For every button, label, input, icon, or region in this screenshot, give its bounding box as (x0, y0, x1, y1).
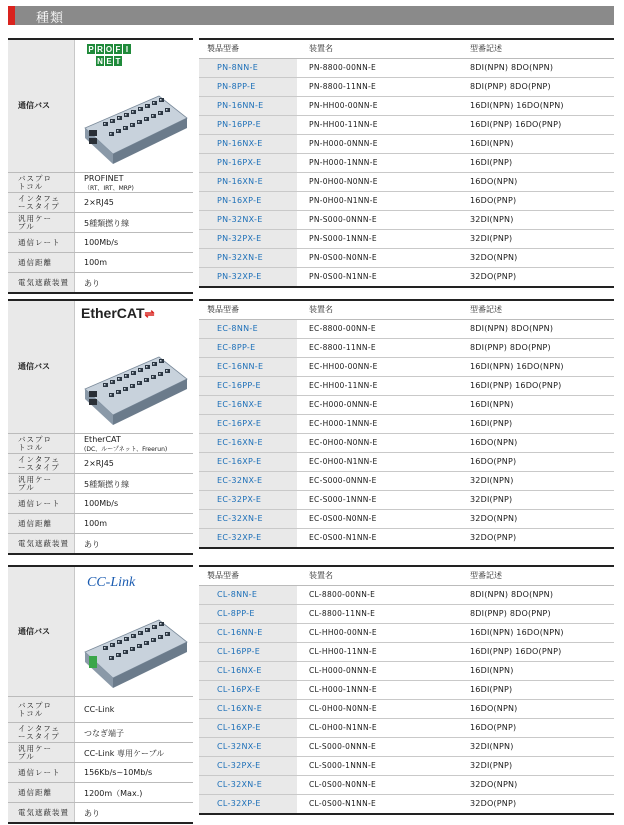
spec-row-rate (8, 233, 193, 253)
model-number: PN-16NX-E (217, 139, 263, 148)
header-title: 種類 (36, 11, 65, 26)
spec-label-distance: 通信距離 (18, 257, 52, 267)
model-number: CL-8PP-E (217, 609, 255, 618)
device-name: CL-S000-0NNN-E (309, 742, 377, 751)
table-row (199, 230, 614, 249)
spec-row-rate (8, 763, 193, 783)
device-name: PN-8800-00NN-E (309, 63, 377, 72)
device-name: CL-H000-0NNN-E (309, 666, 377, 675)
model-number: CL-16PP-E (217, 647, 261, 656)
model-cell (199, 249, 297, 267)
model-cell (199, 116, 297, 134)
device-name: EC-HH00-11NN-E (309, 381, 378, 390)
model-number: PN-32XP-E (217, 272, 262, 281)
column-header-spec: 型番記述 (470, 305, 502, 314)
table-row (199, 529, 614, 549)
model-description: 32DI(PNP) (470, 234, 513, 243)
device-name: PN-0H00-N0NN-E (309, 177, 378, 186)
model-cell (199, 776, 297, 794)
comm-bus-image-cell (75, 567, 193, 696)
table-row (199, 491, 614, 510)
table-row (199, 78, 614, 97)
profinet-logo (87, 44, 147, 74)
table-row (199, 776, 614, 795)
model-number: PN-32PX-E (217, 234, 262, 243)
spec-row-interface (8, 193, 193, 213)
model-cell (199, 795, 297, 813)
column-header-spec: 型番記述 (470, 571, 502, 580)
ethercat-logo: EtherCAT⇌ (81, 305, 155, 321)
device-name: PN-0H00-N1NN-E (309, 196, 378, 205)
device-name: CL-HH00-00NN-E (309, 628, 377, 637)
spec-label-cable: 汎用ケー ブル (18, 474, 52, 492)
model-description: 16DO(NPN) (470, 177, 518, 186)
model-description: 16DI(PNP) 16DO(PNP) (470, 647, 562, 656)
model-cell (199, 491, 297, 509)
model-number: EC-16XN-E (217, 438, 263, 447)
model-number: EC-16NX-E (217, 400, 263, 409)
model-description: 8DI(NPN) 8DO(NPN) (470, 324, 554, 333)
model-description: 32DO(NPN) (470, 253, 518, 262)
spec-panel (8, 565, 193, 817)
spec-row-interface (8, 454, 193, 474)
model-cell (199, 510, 297, 528)
column-header-model: 製品型番 (207, 44, 239, 53)
table-row (199, 377, 614, 396)
spec-value-interface: 2×RJ45 (84, 197, 114, 207)
device-name: PN-0S00-N0NN-E (309, 253, 377, 262)
spec-row-cable (8, 743, 193, 763)
model-number: CL-32XN-E (217, 780, 263, 789)
spec-value-shield: あり (84, 539, 100, 549)
spec-panel (8, 38, 193, 288)
spec-label-shield: 電気遮蔽装置 (18, 807, 69, 817)
model-number: PN-8NN-E (217, 63, 259, 72)
table-row (199, 339, 614, 358)
table-row (199, 757, 614, 776)
model-description: 16DI(NPN) (470, 139, 514, 148)
product-section (8, 38, 614, 288)
spec-label-interface: インタフェ ースタイプ (18, 454, 60, 472)
table-row (199, 662, 614, 681)
model-description: 8DI(NPN) 8DO(NPN) (470, 63, 554, 72)
device-name: EC-S000-1NNN-E (309, 495, 377, 504)
model-description: 16DI(NPN) 16DO(NPN) (470, 628, 564, 637)
device-name: PN-0S00-N1NN-E (309, 272, 377, 281)
comm-bus-image-cell (75, 40, 193, 172)
spec-value-protocol-sub: (DC、ループネット、Freerun) (84, 446, 168, 453)
spec-value-cable: 5種類撚り線 (84, 479, 130, 489)
spec-value-protocol: CC-Link (84, 704, 115, 714)
model-cell (199, 700, 297, 718)
spec-label-protocol: バスプロ トコル (18, 173, 52, 191)
column-header-model: 製品型番 (207, 571, 239, 580)
model-cell (199, 605, 297, 623)
model-description: 16DO(PNP) (470, 457, 517, 466)
spec-row-shield (8, 803, 193, 824)
table-row (199, 211, 614, 230)
table-row (199, 472, 614, 491)
device-name: EC-HH00-00NN-E (309, 362, 378, 371)
device-name: CL-0H00-N0NN-E (309, 704, 377, 713)
svg-text:E: E (106, 57, 112, 66)
device-name: EC-8800-11NN-E (309, 343, 376, 352)
model-cell (199, 59, 297, 77)
comm-bus-row (8, 38, 193, 173)
spec-row-cable (8, 474, 193, 494)
model-cell (199, 586, 297, 604)
model-description: 8DI(PNP) 8DO(PNP) (470, 82, 551, 91)
spec-label-protocol: バスプロ トコル (18, 700, 52, 718)
table-row (199, 643, 614, 662)
svg-text:I: I (125, 45, 129, 54)
comm-bus-label: 通信バス (18, 362, 50, 371)
model-cell (199, 757, 297, 775)
model-description: 16DO(PNP) (470, 196, 517, 205)
table-row (199, 681, 614, 700)
table-row (199, 624, 614, 643)
spec-value-rate: 100Mb/s (84, 498, 119, 508)
spec-row-distance (8, 514, 193, 534)
spec-value-rate: 156Kb/s~10Mb/s (84, 767, 153, 777)
model-cell (199, 230, 297, 248)
spec-value-cable: 5種類撚り線 (84, 218, 130, 228)
spec-row-protocol (8, 173, 193, 193)
device-name: PN-S000-0NNN-E (309, 215, 377, 224)
spec-row-distance (8, 783, 193, 803)
model-cell (199, 738, 297, 756)
device-name: CL-0H00-N1NN-E (309, 723, 377, 732)
model-cell (199, 268, 297, 286)
table-row (199, 700, 614, 719)
table-row (199, 154, 614, 173)
model-number: EC-32XN-E (217, 514, 263, 523)
comm-bus-label-cell (8, 301, 75, 433)
table-row (199, 135, 614, 154)
model-cell (199, 434, 297, 452)
comm-bus-image-cell (75, 301, 193, 433)
table-row (199, 173, 614, 192)
table-row (199, 249, 614, 268)
spec-value-protocol-sub: （RT、IRT、MRP) (84, 185, 134, 192)
model-cell (199, 135, 297, 153)
model-description: 16DI(PNP) 16DO(PNP) (470, 120, 562, 129)
model-cell (199, 358, 297, 376)
model-description: 32DI(NPN) (470, 476, 514, 485)
table-row (199, 268, 614, 288)
model-description: 16DO(NPN) (470, 438, 518, 447)
model-number: PN-16PX-E (217, 158, 262, 167)
spec-value-distance: 1200m（Max.) (84, 788, 143, 798)
profinet-logo-graphic (87, 44, 147, 70)
column-header-device: 装置名 (309, 44, 333, 53)
model-cell (199, 624, 297, 642)
model-number: EC-32PX-E (217, 495, 262, 504)
section-header (8, 6, 614, 25)
model-description: 16DO(PNP) (470, 723, 517, 732)
model-number: CL-16PX-E (217, 685, 261, 694)
model-number: EC-16XP-E (217, 457, 262, 466)
spec-row-protocol (8, 434, 193, 454)
model-cell (199, 78, 297, 96)
model-description: 16DI(PNP) (470, 419, 513, 428)
spec-row-distance (8, 253, 193, 273)
device-name: EC-H000-0NNN-E (309, 400, 378, 409)
spec-value-shield: あり (84, 808, 100, 818)
table-header (199, 38, 614, 59)
io-module-image (79, 349, 191, 429)
model-cell (199, 97, 297, 115)
model-number: CL-32PX-E (217, 761, 261, 770)
model-description: 32DO(PNP) (470, 799, 517, 808)
model-description: 8DI(NPN) 8DO(NPN) (470, 590, 554, 599)
model-cell (199, 681, 297, 699)
device-name: PN-8800-11NN-E (309, 82, 377, 91)
spec-value-cable: CC-Link 専用ケーブル (84, 748, 165, 758)
column-header-model: 製品型番 (207, 305, 239, 314)
spec-label-rate: 通信レート (18, 237, 61, 247)
device-name: EC-0S00-N0NN-E (309, 514, 377, 523)
table-row (199, 415, 614, 434)
spec-value-distance: 100m (84, 257, 108, 267)
spec-label-interface: インタフェ ースタイプ (18, 193, 60, 211)
comm-bus-label: 通信バス (18, 101, 50, 110)
spec-value-interface: 2×RJ45 (84, 458, 114, 468)
device-name: EC-0H00-N0NN-E (309, 438, 378, 447)
model-cell (199, 529, 297, 547)
model-description: 32DO(NPN) (470, 780, 518, 789)
model-table (199, 565, 614, 817)
comm-bus-label-cell (8, 567, 75, 696)
spec-label-rate: 通信レート (18, 498, 61, 508)
spec-value-protocol: EtherCAT (DC、ループネット、Freerun) (84, 435, 168, 453)
column-header-device: 装置名 (309, 305, 333, 314)
spec-value-protocol: PROFINET （RT、IRT、MRP) (84, 174, 134, 192)
column-header-device: 装置名 (309, 571, 333, 580)
model-number: EC-8NN-E (217, 324, 258, 333)
column-header-spec: 型番記述 (470, 44, 502, 53)
model-table (199, 299, 614, 550)
header-accent-mark (8, 6, 15, 25)
comm-bus-row (8, 299, 193, 434)
spec-label-shield: 電気遮蔽装置 (18, 277, 69, 287)
model-description: 16DO(NPN) (470, 704, 518, 713)
model-number: PN-16XP-E (217, 196, 262, 205)
device-name: CL-S000-1NNN-E (309, 761, 377, 770)
table-row (199, 795, 614, 815)
model-description: 16DI(NPN) 16DO(NPN) (470, 362, 564, 371)
model-number: CL-16XP-E (217, 723, 261, 732)
device-name: CL-H000-1NNN-E (309, 685, 377, 694)
model-description: 32DI(PNP) (470, 495, 513, 504)
svg-text:F: F (115, 45, 121, 54)
model-cell (199, 320, 297, 338)
model-description: 16DI(PNP) 16DO(PNP) (470, 381, 562, 390)
model-description: 32DO(NPN) (470, 514, 518, 523)
product-section (8, 299, 614, 550)
spec-value-interface: つなぎ端子 (84, 728, 124, 738)
spec-label-distance: 通信距離 (18, 518, 52, 528)
model-number: CL-16NX-E (217, 666, 262, 675)
model-cell (199, 396, 297, 414)
model-description: 32DO(PNP) (470, 272, 517, 281)
io-module-image (79, 612, 191, 692)
model-number: CL-32XP-E (217, 799, 261, 808)
model-cell (199, 377, 297, 395)
io-module-image (79, 88, 191, 168)
device-name: PN-HH00-11NN-E (309, 120, 378, 129)
spec-label-distance: 通信距離 (18, 787, 52, 797)
table-row (199, 586, 614, 605)
table-header (199, 299, 614, 320)
model-number: CL-8NN-E (217, 590, 258, 599)
device-name: EC-0S00-N1NN-E (309, 533, 377, 542)
model-cell (199, 453, 297, 471)
model-description: 16DI(PNP) (470, 685, 513, 694)
svg-text:O: O (105, 45, 113, 54)
table-row (199, 510, 614, 529)
table-row (199, 605, 614, 624)
spec-label-rate: 通信レート (18, 767, 61, 777)
device-name: CL-8800-11NN-E (309, 609, 376, 618)
table-row (199, 434, 614, 453)
model-description: 32DI(NPN) (470, 215, 514, 224)
model-number: EC-16NN-E (217, 362, 264, 371)
model-cell (199, 211, 297, 229)
model-description: 8DI(PNP) 8DO(PNP) (470, 609, 551, 618)
device-name: EC-S000-0NNN-E (309, 476, 377, 485)
model-table (199, 38, 614, 288)
model-number: EC-16PP-E (217, 381, 261, 390)
table-row (199, 738, 614, 757)
table-row (199, 396, 614, 415)
comm-bus-label-cell (8, 40, 75, 172)
device-name: CL-8800-00NN-E (309, 590, 376, 599)
table-row (199, 358, 614, 377)
table-header (199, 565, 614, 586)
spec-value-distance: 100m (84, 518, 108, 528)
spec-row-cable (8, 213, 193, 233)
product-section (8, 565, 614, 817)
spec-label-cable: 汎用ケー ブル (18, 743, 52, 761)
model-number: PN-16PP-E (217, 120, 261, 129)
table-row (199, 59, 614, 78)
model-number: CL-16XN-E (217, 704, 263, 713)
spec-panel (8, 299, 193, 550)
device-name: PN-H000-0NNN-E (309, 139, 378, 148)
svg-text:N: N (97, 57, 103, 66)
device-name: CL-HH00-11NN-E (309, 647, 377, 656)
model-description: 16DI(NPN) (470, 666, 514, 675)
svg-text:T: T (115, 57, 121, 66)
table-row (199, 320, 614, 339)
model-number: PN-16XN-E (217, 177, 263, 186)
table-row (199, 719, 614, 738)
spec-label-protocol: バスプロ トコル (18, 434, 52, 452)
spec-value-shield: あり (84, 278, 100, 288)
svg-text:R: R (97, 45, 103, 54)
comm-bus-label: 通信バス (18, 626, 50, 636)
spec-row-interface (8, 723, 193, 743)
model-number: EC-32NX-E (217, 476, 263, 485)
device-name: PN-HH00-00NN-E (309, 101, 378, 110)
model-number: EC-16PX-E (217, 419, 262, 428)
model-cell (199, 154, 297, 172)
model-number: PN-16NN-E (217, 101, 264, 110)
table-row (199, 97, 614, 116)
svg-text:P: P (88, 45, 94, 54)
model-number: PN-32NX-E (217, 215, 263, 224)
model-description: 32DI(NPN) (470, 742, 514, 751)
spec-label-interface: インタフェ ースタイプ (18, 723, 60, 741)
device-name: EC-8800-00NN-E (309, 324, 376, 333)
spec-row-shield (8, 534, 193, 555)
model-cell (199, 192, 297, 210)
spec-row-shield (8, 273, 193, 294)
device-name: CL-0S00-N0NN-E (309, 780, 377, 789)
spec-value-rate: 100Mb/s (84, 237, 119, 247)
model-number: CL-16NN-E (217, 628, 263, 637)
model-cell (199, 719, 297, 737)
table-row (199, 453, 614, 472)
model-description: 16DI(PNP) (470, 158, 513, 167)
model-cell (199, 339, 297, 357)
model-description: 16DI(NPN) 16DO(NPN) (470, 101, 564, 110)
spec-label-shield: 電気遮蔽装置 (18, 538, 69, 548)
table-row (199, 192, 614, 211)
model-description: 32DI(PNP) (470, 761, 513, 770)
model-cell (199, 472, 297, 490)
device-name: CL-0S00-N1NN-E (309, 799, 377, 808)
device-name: EC-H000-1NNN-E (309, 419, 378, 428)
model-cell (199, 173, 297, 191)
model-cell (199, 643, 297, 661)
spec-label-cable: 汎用ケー ブル (18, 213, 52, 231)
model-number: PN-8PP-E (217, 82, 256, 91)
model-number: CL-32NX-E (217, 742, 262, 751)
device-name: PN-S000-1NNN-E (309, 234, 377, 243)
spec-row-rate (8, 494, 193, 514)
model-cell (199, 662, 297, 680)
spec-row-protocol (8, 697, 193, 723)
device-name: PN-H000-1NNN-E (309, 158, 378, 167)
model-number: EC-32XP-E (217, 533, 262, 542)
model-number: EC-8PP-E (217, 343, 256, 352)
model-description: 8DI(PNP) 8DO(PNP) (470, 343, 551, 352)
cclink-logo: CC-Link (87, 575, 136, 590)
table-row (199, 116, 614, 135)
model-cell (199, 415, 297, 433)
model-description: 32DO(PNP) (470, 533, 517, 542)
model-number: PN-32XN-E (217, 253, 263, 262)
model-description: 16DI(NPN) (470, 400, 514, 409)
ethercat-arrow-icon: ⇌ (144, 307, 155, 321)
comm-bus-row (8, 565, 193, 697)
device-name: EC-0H00-N1NN-E (309, 457, 378, 466)
